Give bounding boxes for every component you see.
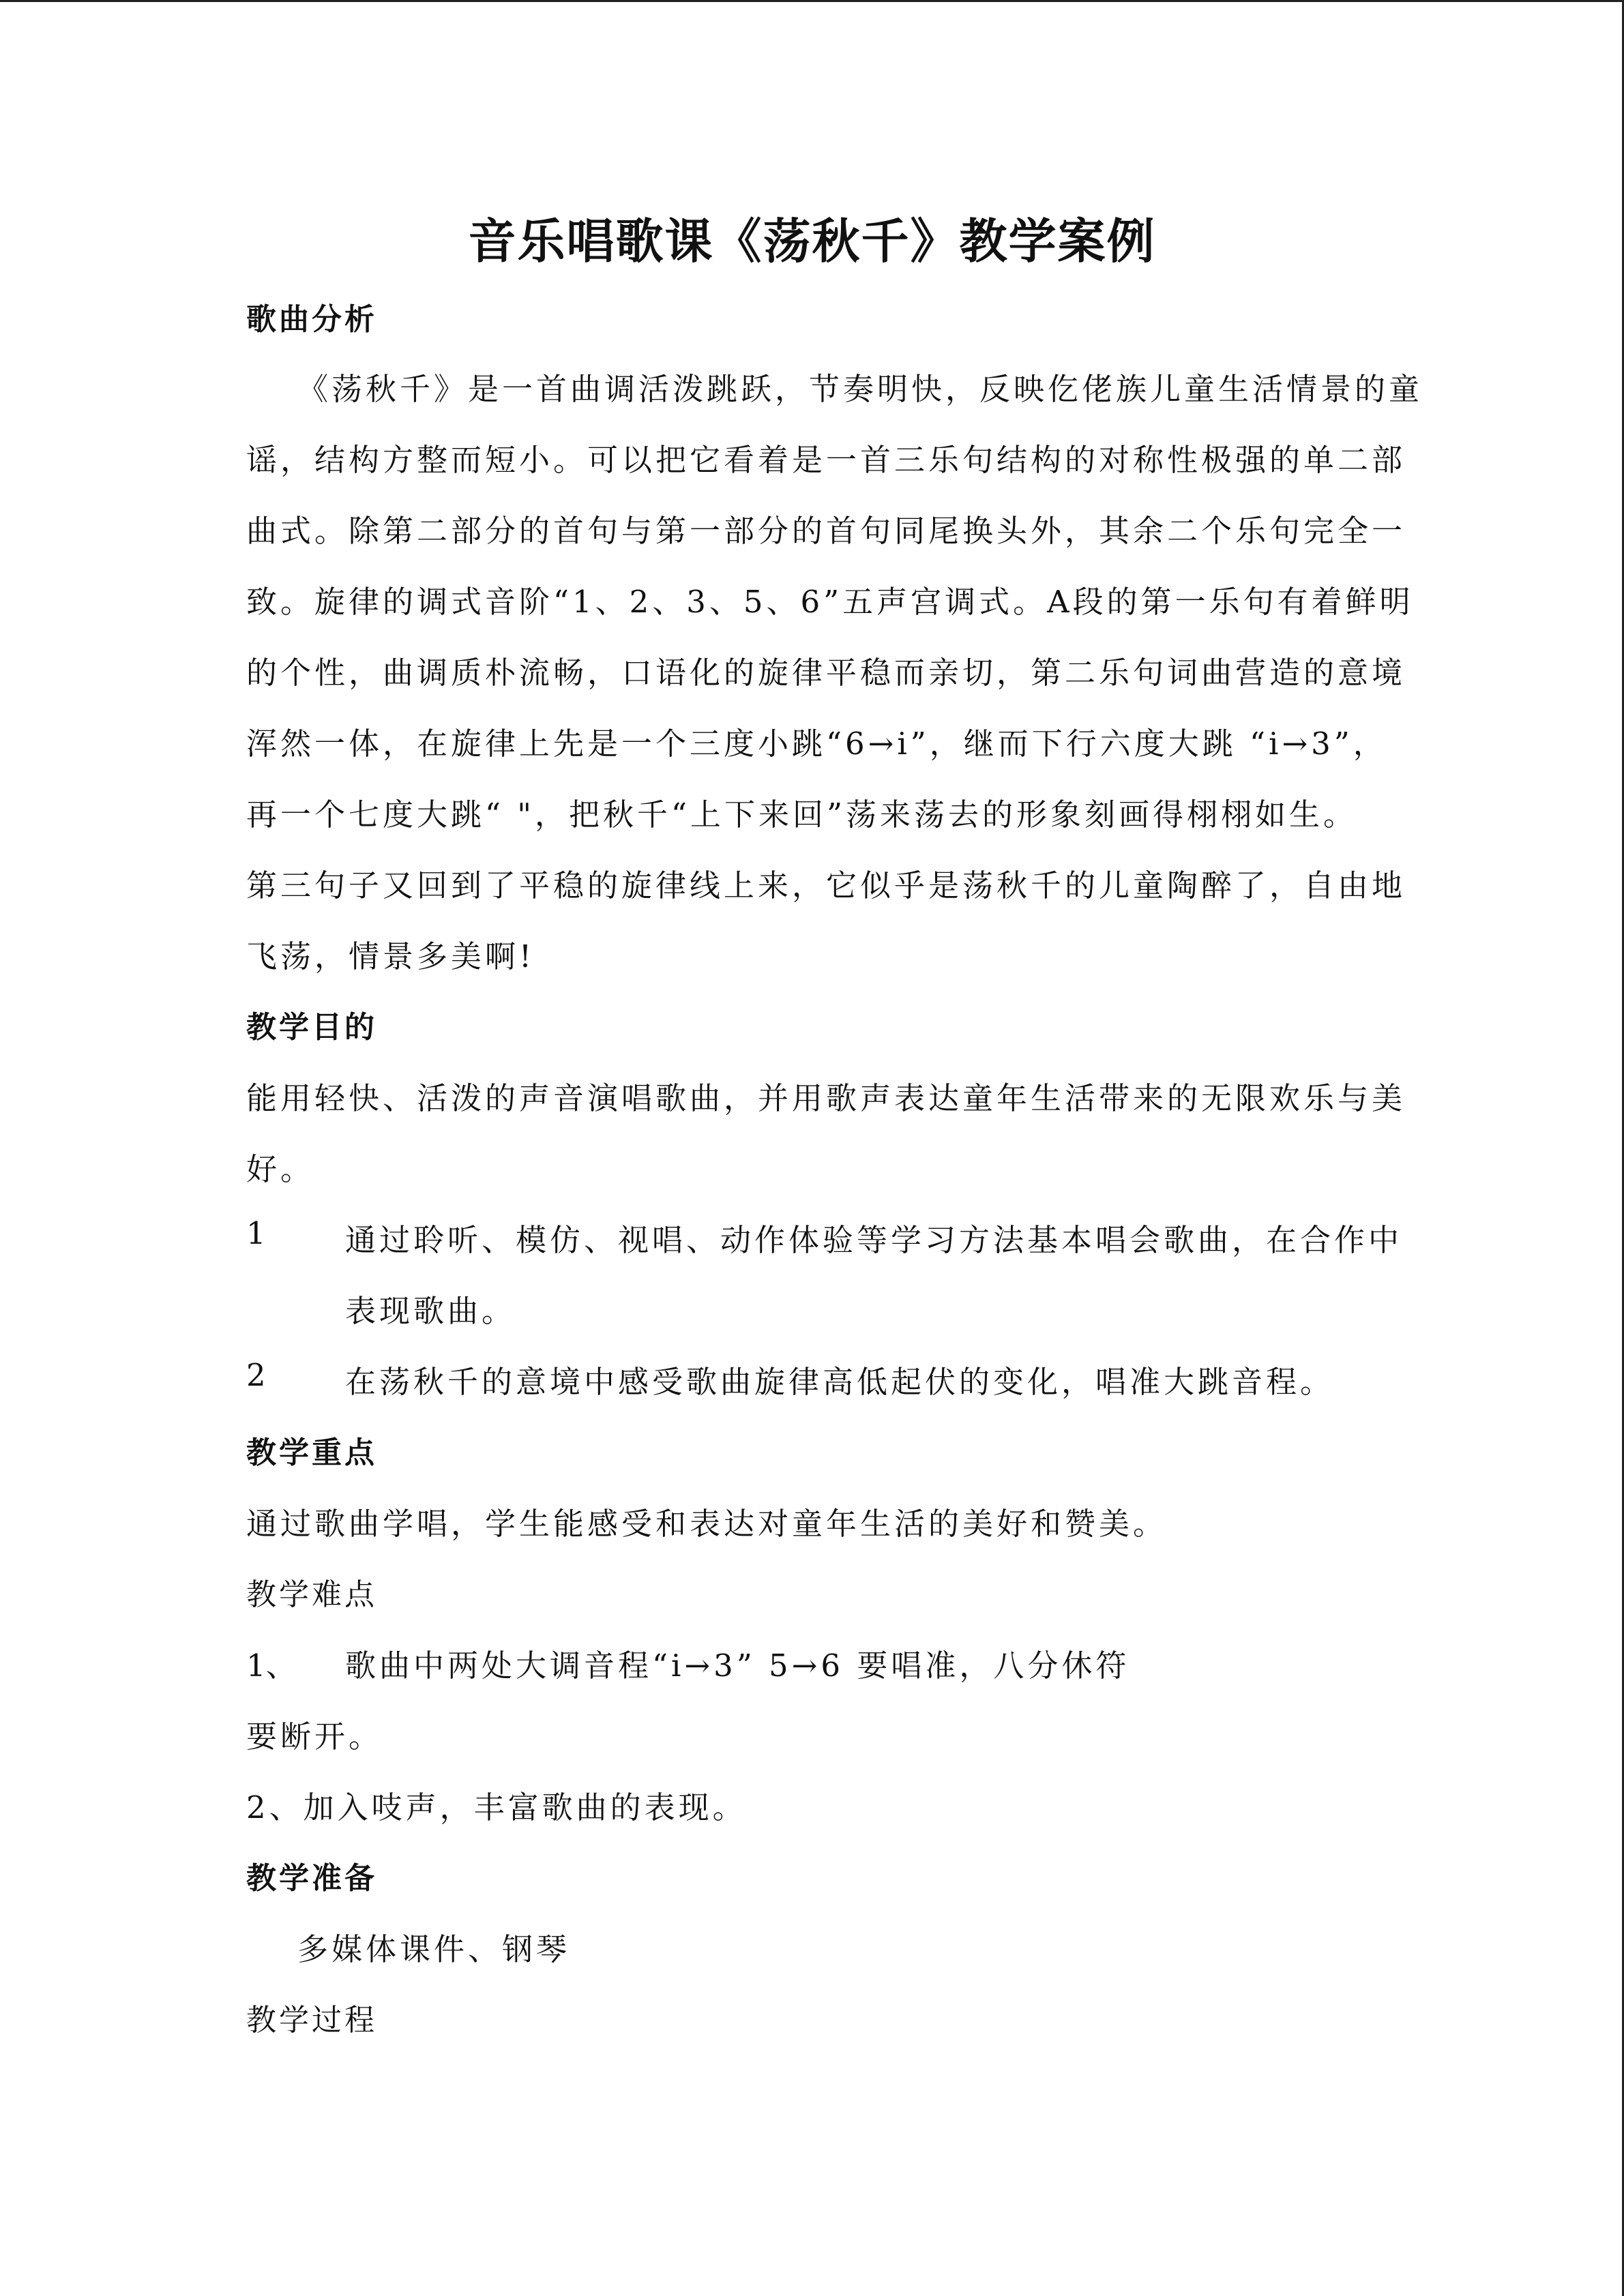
analysis-line: 谣，结构方整而短小。可以把它看着是一首三乐句结构的对称性极强的单二部 [246, 442, 1406, 478]
objectives-line: 好。 [246, 1151, 315, 1187]
analysis-line: 飞荡，情景多美啊! [246, 938, 535, 974]
section-heading-objectives: 教学目的 [246, 1010, 377, 1045]
objectives-line: 能用轻快、活泼的声音演唱歌曲，并用歌声表达童年生活带来的无限欢乐与美 [246, 1080, 1406, 1116]
section-heading-preparation: 教学准备 [246, 1861, 377, 1896]
objective-item-line: 通过聆听、模仿、视唱、动作体验等学习方法基本唱会歌曲，在合作中 [345, 1222, 1403, 1258]
section-heading-key-points: 教学重点 [246, 1435, 377, 1470]
objective-item-number: 1 [246, 1215, 266, 1251]
document-title: 音乐唱歌课《荡秋千》教学案例 [468, 213, 1156, 269]
difficulty-continuation: 要断开。 [246, 1718, 383, 1755]
objective-item-line: 在荡秋千的意境中感受歌曲旋律高低起伏的变化，唱准大跳音程。 [345, 1364, 1335, 1400]
analysis-line: 第三句子又回到了平稳的旋律线上来，它似乎是荡秋千的儿童陶醉了，自由地 [246, 867, 1406, 904]
section-heading-difficulties: 教学难点 [246, 1577, 377, 1612]
key-points-line: 通过歌曲学唱，学生能感受和表达对童年生活的美好和赞美。 [246, 1506, 1168, 1542]
section-heading-process: 教学过程 [246, 2003, 377, 2038]
difficulty-item-2: 2、加入吱声，丰富歌曲的表现。 [246, 1789, 747, 1825]
analysis-line: 曲式。除第二部分的首句与第一部分的首句同尾换头外，其余二个乐句完全一 [246, 513, 1406, 549]
difficulty-item-text: 歌曲中两处大调音程“i→3” 5→6 要唱准，八分休符 [345, 1648, 1130, 1684]
preparation-text: 多媒体课件、钢琴 [297, 1931, 571, 1967]
analysis-line: 再一个七度大跳“ "，把秋千“上下来回”荡来荡去的形象刻画得栩栩如生。 [246, 796, 1358, 833]
analysis-line: 致。旋律的调式音阶“1、2、3、5、6”五声宫调式。A段的第一乐句有着鲜明 [246, 584, 1414, 620]
objective-item-line: 表现歌曲。 [345, 1293, 516, 1329]
objective-item-number: 2 [246, 1357, 266, 1393]
section-heading-analysis: 歌曲分析 [246, 302, 377, 337]
difficulty-item-number: 1、 [246, 1648, 297, 1684]
analysis-line: 《荡秋千》是一首曲调活泼跳跃，节奏明快，反映仡佬族儿童生活情景的童 [297, 371, 1423, 407]
analysis-line: 的个性，曲调质朴流畅，口语化的旋律平稳而亲切，第二乐句词曲营造的意境 [246, 655, 1406, 691]
analysis-line: 浑然一体，在旋律上先是一个三度小跳“6→i”，继而下行六度大跳 “i→3”， [246, 726, 1387, 762]
